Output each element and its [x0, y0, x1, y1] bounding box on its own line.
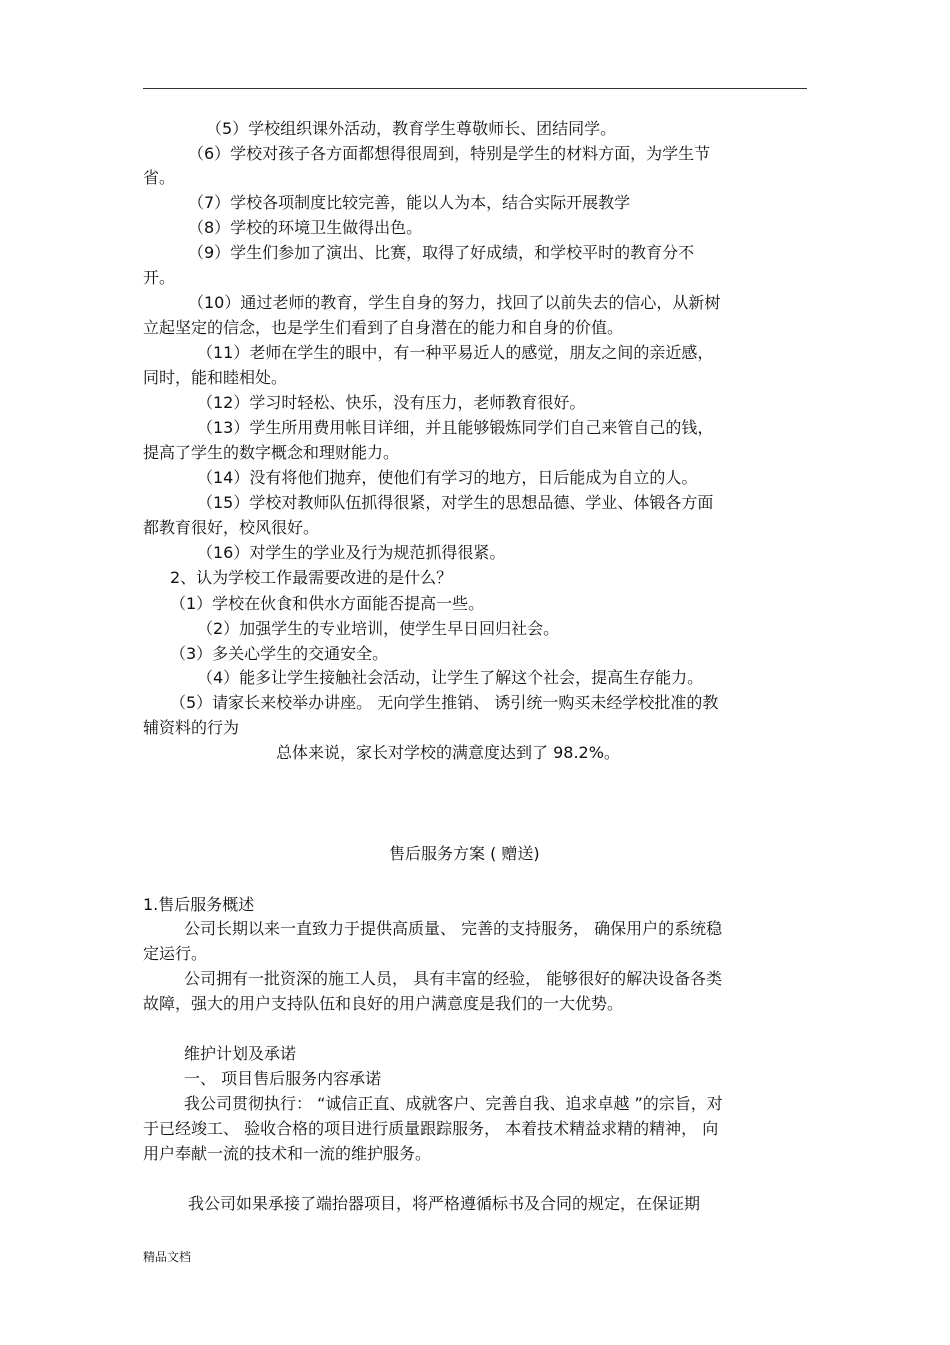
- text-line: （10）通过老师的教育，学生自身的努力，找回了以前失去的信心，从新树: [188, 293, 721, 312]
- summary-line: 总体来说，家长对学校的满意度达到了 98.2%。: [276, 743, 620, 762]
- text-line: 公司长期以来一直致力于提供高质量、 完善的支持服务， 确保用户的系统稳: [184, 919, 723, 938]
- header-rule: [143, 88, 807, 89]
- section-heading: 一、 项目售后服务内容承诺: [184, 1069, 382, 1088]
- text-line: （3）多关心学生的交通安全。: [170, 644, 389, 663]
- text-line: （6）学校对孩子各方面都想得很周到，特别是学生的材料方面，为学生节: [188, 144, 711, 163]
- text-line: 开。: [143, 268, 176, 287]
- text-line: （2）加强学生的专业培训，使学生早日回归社会。: [197, 619, 560, 638]
- text-line: 提高了学生的数字概念和理财能力。: [143, 443, 400, 462]
- text-line: （13）学生所用费用帐目详细，并且能够锻炼同学们自己来管自己的钱，: [197, 418, 714, 437]
- text-line: （8）学校的环境卫生做得出色。: [188, 218, 423, 237]
- text-line: 故障，强大的用户支持队伍和良好的用户满意度是我们的一大优势。: [143, 994, 624, 1013]
- text-line: 定运行。: [143, 944, 208, 963]
- text-line: 用户奉献一流的技术和一流的维护服务。: [143, 1144, 432, 1163]
- text-line: （14）没有将他们抛弃，使他们有学习的地方，日后能成为自立的人。: [197, 468, 698, 487]
- text-line: 于已经竣工、 验收合格的项目进行质量跟踪服务， 本着技术精益求精的精神， 向: [143, 1119, 719, 1138]
- text-line: 我公司如果承接了端抬器项目，将严格遵循标书及合同的规定，在保证期: [188, 1194, 701, 1213]
- text-line: （7）学校各项制度比较完善，能以人为本，结合实际开展教学: [188, 193, 631, 212]
- section-heading: 2、认为学校工作最需要改进的是什么？: [170, 568, 453, 587]
- doc-title: 售后服务方案 ( 赠送): [389, 844, 540, 863]
- text-line: 辅资料的行为: [143, 718, 240, 737]
- text-line: 都教育很好，校风很好。: [143, 518, 320, 537]
- text-line: （5）学校组织课外活动，教育学生尊敬师长、团结同学。: [206, 119, 617, 138]
- text-line: （1）学校在伙食和供水方面能否提高一些。: [170, 594, 485, 613]
- text-line: （12）学习时轻松、快乐，没有压力，老师教育很好。: [197, 393, 586, 412]
- text-line: 公司拥有一批资深的施工人员， 具有丰富的经验， 能够很好的解决设备各类: [184, 969, 723, 988]
- text-line: （11）老师在学生的眼中，有一种平易近人的感觉，朋友之间的亲近感，: [197, 343, 714, 362]
- section-heading: 1.售后服务概述: [143, 895, 255, 914]
- text-line: 立起坚定的信念，也是学生们看到了自身潜在的能力和自身的价值。: [143, 318, 624, 337]
- text-line: （4）能多让学生接触社会活动，让学生了解这个社会，提高生存能力。: [197, 668, 704, 687]
- text-line: 省。: [143, 168, 176, 187]
- text-line: （16）对学生的学业及行为规范抓得很紧。: [197, 543, 506, 562]
- text-line: 同时，能和睦相处。: [143, 368, 288, 387]
- text-line: 我公司贯彻执行： “诚信正直、成就客户、完善自我、追求卓越 ”的宗旨，对: [184, 1094, 723, 1113]
- page-footer: 精品文档: [143, 1250, 192, 1264]
- text-line: （9）学生们参加了演出、比赛，取得了好成绩，和学校平时的教育分不: [188, 243, 695, 262]
- text-line: （15）学校对教师队伍抓得很紧，对学生的思想品德、学业、体锻各方面: [197, 493, 714, 512]
- text-line: （5）请家长来校举办讲座。 无向学生推销、 诱引统一购买未经学校批准的教: [170, 693, 719, 712]
- section-heading: 维护计划及承诺: [184, 1044, 297, 1063]
